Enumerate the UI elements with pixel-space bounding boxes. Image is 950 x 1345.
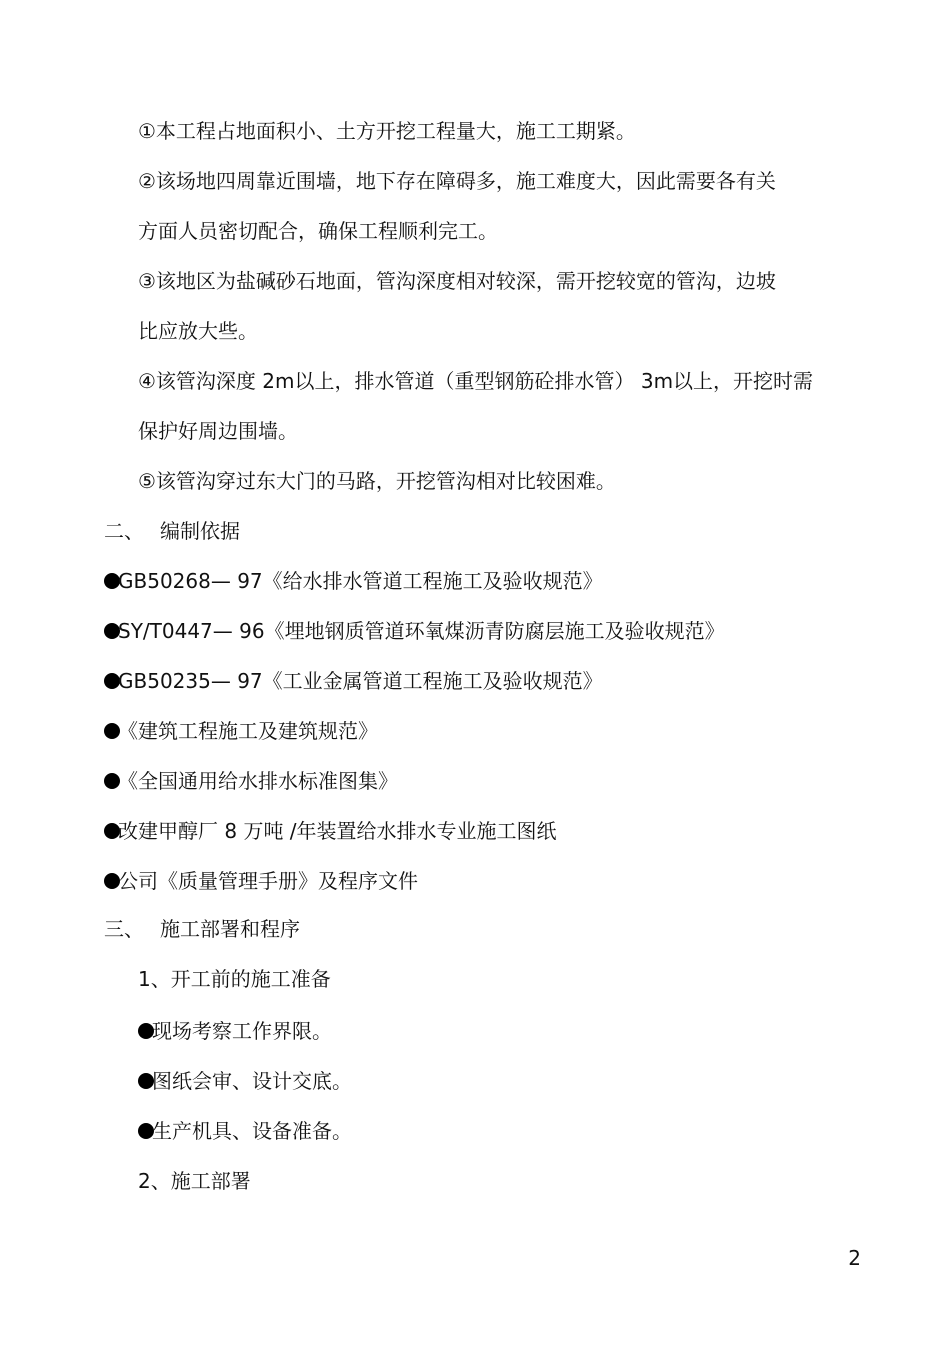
section-heading-3 xyxy=(104,916,300,942)
feature-line-1: ①本工程占地面积小、土方开挖工程量大，施工工期紧。 xyxy=(138,119,636,143)
feature-line-6: ④该管沟深度 2m以上，排水管道（重型钢筋砼排水管） 3m以上，开挖时需 xyxy=(138,369,814,393)
list-item: 图纸会审、设计交底。 xyxy=(138,1068,352,1094)
feature-line-4: ③该地区为盐碱砂石地面，管沟深度相对较深，需开挖较宽的管沟，边坡 xyxy=(138,269,776,293)
feature-line-3: 方面人员密切配合，确保工程顺利完工。 xyxy=(138,219,498,243)
section-title: 施工部署和程序 xyxy=(160,917,300,941)
page-number: 2 xyxy=(848,1246,861,1270)
feature-line-5: 比应放大些。 xyxy=(138,319,258,343)
list-item: 《全国通用给水排水标准图集》 xyxy=(104,768,398,794)
list-item: 《建筑工程施工及建筑规范》 xyxy=(104,718,378,744)
list-item: SY/T0447— 96《埋地钢质管道环氧煤沥青防腐层施工及验收规范》 xyxy=(104,618,725,644)
list-item: 公司《质量管理手册》及程序文件 xyxy=(104,868,418,894)
feature-line-2: ②该场地四周靠近围墙，地下存在障碍多，施工难度大，因此需要各有关 xyxy=(138,169,776,193)
section-number: 二、 xyxy=(104,519,144,543)
list-item: 改建甲醇厂 8 万吨 /年装置给水排水专业施工图纸 xyxy=(104,818,557,844)
list-item: GB50268— 97《给水排水管道工程施工及验收规范》 xyxy=(104,568,603,594)
subsection-title-1: 1、开工前的施工准备 xyxy=(138,967,331,991)
section-heading-2 xyxy=(104,518,240,544)
feature-line-7: 保护好周边围墙。 xyxy=(138,419,298,443)
feature-line-8: ⑤该管沟穿过东大门的马路，开挖管沟相对比较困难。 xyxy=(138,469,616,493)
section-number: 三、 xyxy=(104,917,144,941)
list-item: GB50235— 97《工业金属管道工程施工及验收规范》 xyxy=(104,668,603,694)
list-item: 生产机具、设备准备。 xyxy=(138,1118,352,1144)
section-title: 编制依据 xyxy=(160,519,240,543)
subsection-title-2: 2、施工部署 xyxy=(138,1169,251,1193)
list-item: 现场考察工作界限。 xyxy=(138,1018,332,1044)
